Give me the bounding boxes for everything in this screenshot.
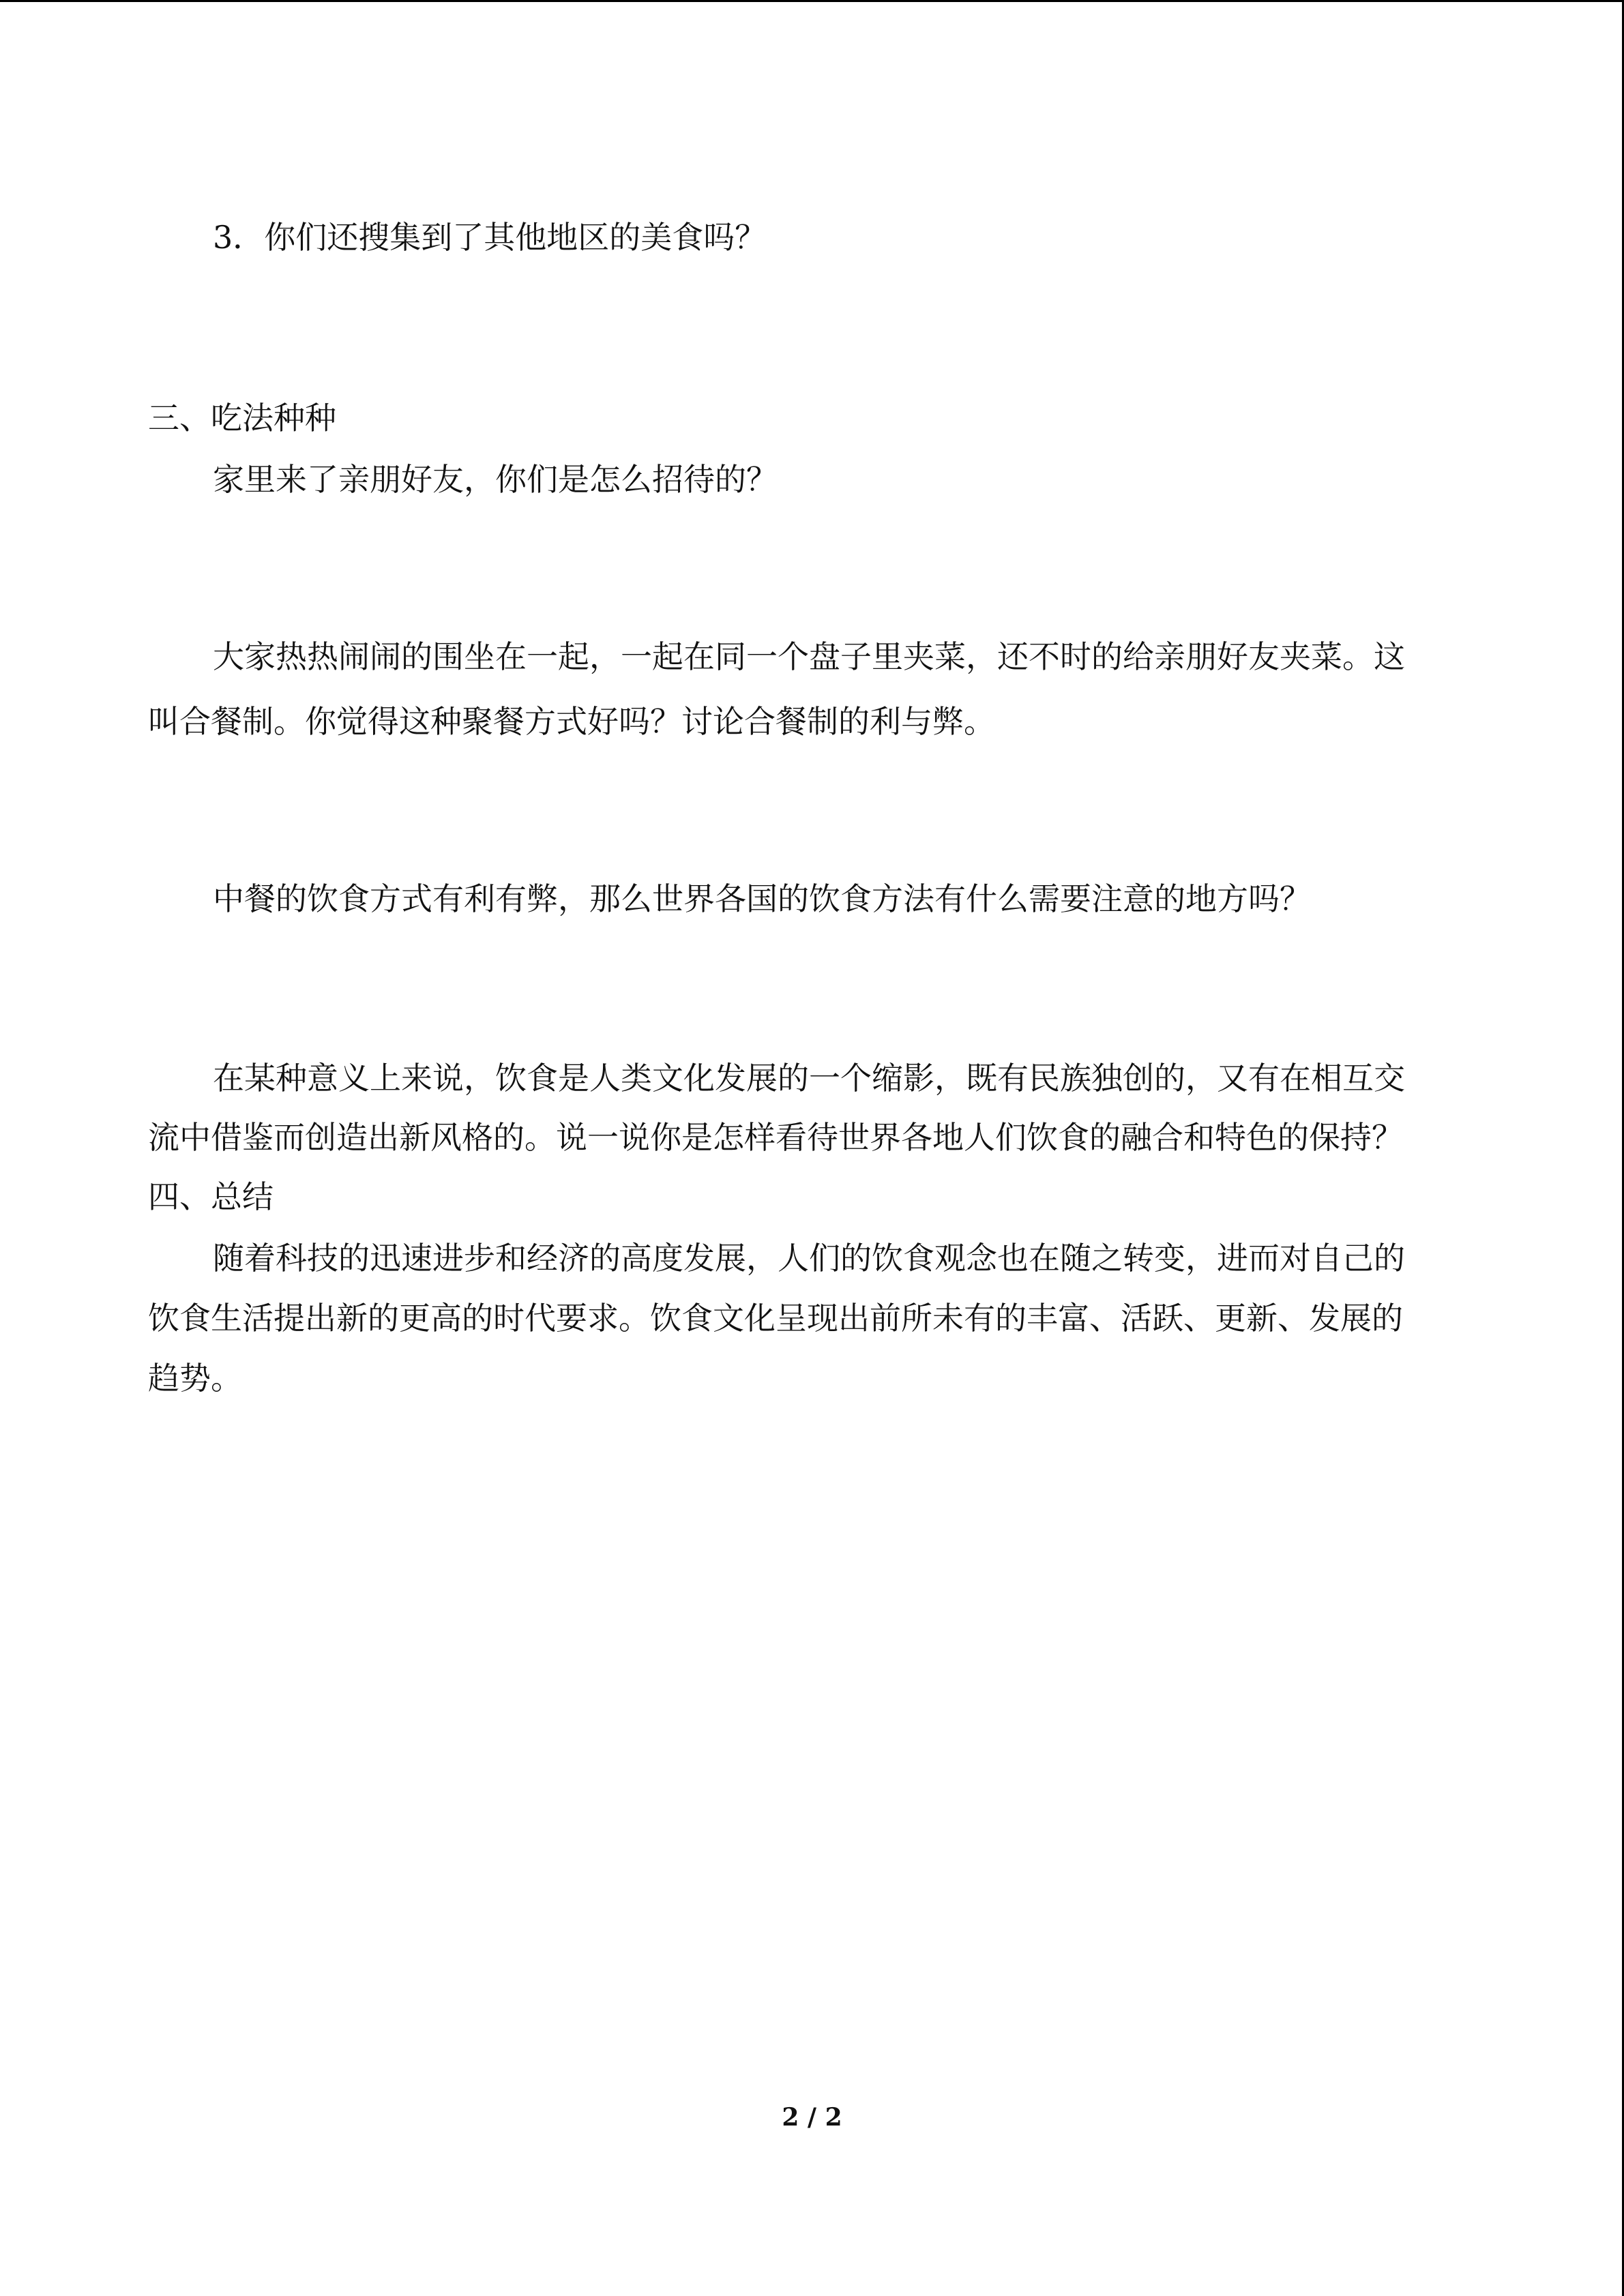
- section-3-prompt: 家里来了亲朋好友，你们是怎么招待的？: [213, 461, 778, 498]
- para-hecan-line-2: 叫合餐制。你觉得这种聚餐方式好吗？讨论合餐制的利与弊。: [148, 703, 995, 740]
- section-3-heading: 三、吃法种种: [148, 400, 336, 436]
- para-hecan-line-1: 大家热热闹闹的围坐在一起，一起在同一个盘子里夹菜，还不时的给亲朋好友夹菜。这: [213, 638, 1405, 675]
- para-culture-line-1: 在某种意义上来说，饮食是人类文化发展的一个缩影，既有民族独创的，又有在相互交: [213, 1060, 1405, 1097]
- section-4-heading: 四、总结: [148, 1178, 274, 1215]
- question-3: 3．你们还搜集到了其他地区的美食吗？: [213, 219, 767, 256]
- para-summary-line-3: 趋势。: [148, 1360, 242, 1397]
- para-culture-line-2: 流中借鉴而创造出新风格的。说一说你是怎样看待世界各地人们饮食的融合和特色的保持？: [148, 1119, 1403, 1156]
- para-summary-line-1: 随着科技的迅速进步和经济的高度发展，人们的饮食观念也在随之转变，进而对自己的: [213, 1240, 1405, 1277]
- para-world: 中餐的饮食方式有利有弊，那么世界各国的饮食方法有什么需要注意的地方吗？: [213, 880, 1311, 917]
- page-number: 2 / 2: [782, 2103, 842, 2132]
- para-summary-line-2: 饮食生活提出新的更高的时代要求。饮食文化呈现出前所未有的丰富、活跃、更新、发展的: [148, 1300, 1403, 1337]
